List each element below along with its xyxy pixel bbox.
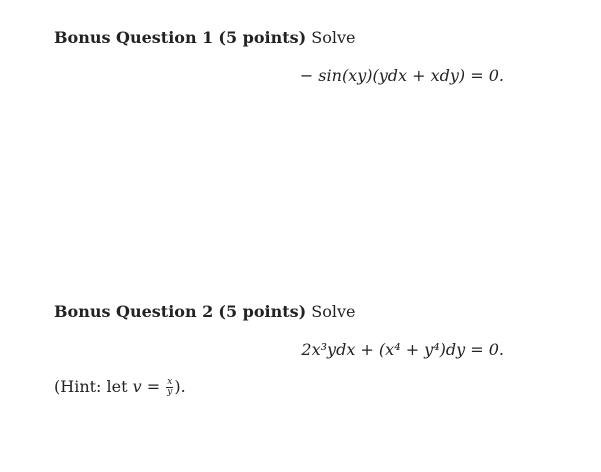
question-2-points: (5 points) xyxy=(218,302,307,321)
hint-suffix: ). xyxy=(174,377,186,396)
question-2-instruction: Solve xyxy=(311,302,356,321)
question-2-heading xyxy=(54,302,356,321)
question-1-title: Bonus Question 1 xyxy=(54,28,214,47)
question-2-title: Bonus Question 2 xyxy=(54,302,214,321)
question-2-hint xyxy=(54,377,186,397)
question-1-heading xyxy=(54,28,356,47)
hint-fraction-numerator: x xyxy=(167,377,173,387)
hint-equals: = xyxy=(141,377,166,396)
hint-prefix: (Hint: let xyxy=(54,377,133,396)
question-1-points: (5 points) xyxy=(218,28,307,47)
hint-fraction xyxy=(166,378,173,397)
question-1-equation: − sin(xy)(ydx + xdy) = 0. xyxy=(299,66,504,85)
question-2-equation: 2x³ydx + (x⁴ + y⁴)dy = 0. xyxy=(301,340,504,359)
hint-variable: v xyxy=(132,377,142,396)
hint-fraction-denominator: y xyxy=(167,387,173,397)
question-1-instruction: Solve xyxy=(311,28,356,47)
